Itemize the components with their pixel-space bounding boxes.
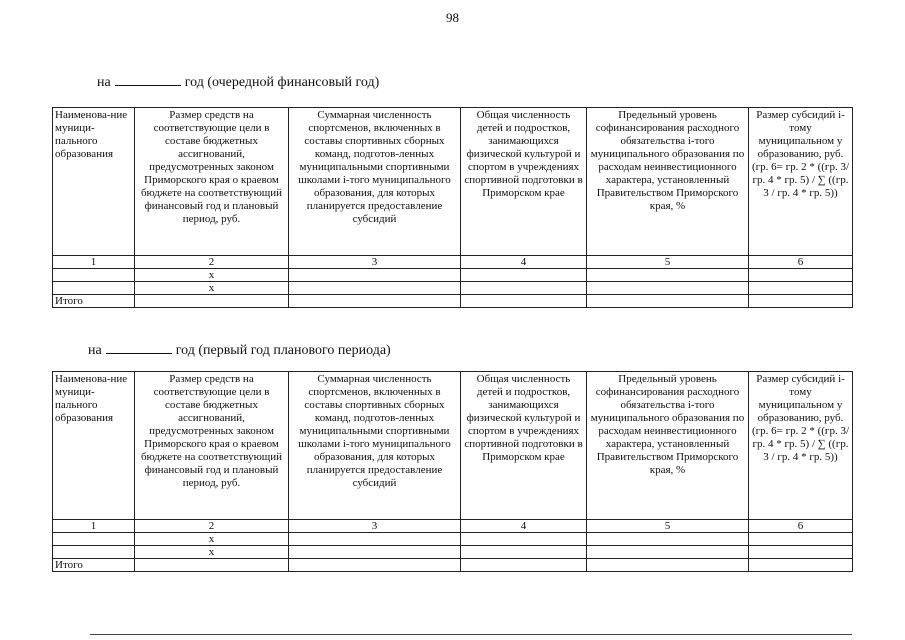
- caption-prefix: на: [97, 75, 111, 90]
- column-number: 6: [749, 520, 853, 533]
- x-mark: x: [135, 533, 289, 546]
- bottom-divider: [90, 634, 852, 635]
- header-athletes: Суммарная численность спортсменов, включенных в составы спортивных сборных команд, подготов-ленных муниципальными спортивными школами i-того муниципального образования, для которых планируется предоставление субсидий: [289, 108, 461, 256]
- column-number: 1: [53, 256, 135, 269]
- total-label: Итого: [53, 295, 135, 308]
- header-athletes: Суммарная численность спортсменов, включенных в составы спортивных сборных команд, подготов-ленных муниципальными спортивными школами i-того муниципального образования, для которых планируется предоставление субсидий: [289, 372, 461, 520]
- column-number: 4: [461, 256, 587, 269]
- total-row: [53, 295, 853, 308]
- year-blank: [115, 73, 181, 86]
- header-municipality: Наименова-ние муници-пального образования: [53, 108, 135, 256]
- table-header-row: [53, 108, 853, 256]
- header-cofinancing-level: Предельный уровень софинансирования расходного обязательства i-того муниципального образования по расходам неинвестиционного характера, установленный Правительством Приморского края, %: [587, 108, 749, 256]
- column-number: 4: [461, 520, 587, 533]
- total-row: [53, 559, 853, 572]
- column-number-row: [53, 256, 853, 269]
- header-subsidy-size: Размер субсидий i-тому муниципальном у образованию, руб. (гр. 6= гр. 2 * ((гр. 3/ гр. 4 * гр. 5) / ∑ ((гр. 3 / гр. 4 * гр. 5)): [749, 108, 853, 256]
- x-mark: x: [135, 546, 289, 559]
- section-caption-1: [97, 73, 379, 91]
- caption-prefix: на: [88, 343, 102, 358]
- page-number: 98: [446, 10, 459, 25]
- header-municipality: Наименова-ние муници-пального образования: [53, 372, 135, 520]
- column-number: 6: [749, 256, 853, 269]
- column-number: 5: [587, 256, 749, 269]
- total-label: Итого: [53, 559, 135, 572]
- caption-suffix: год (очередной финансовый год): [184, 75, 380, 90]
- column-number: 1: [53, 520, 135, 533]
- year-blank: [106, 341, 172, 354]
- table-row: [53, 269, 853, 282]
- column-number: 3: [289, 256, 461, 269]
- table-row: [53, 533, 853, 546]
- header-funds: Размер средств на соответствующие цели в составе бюджетных ассигнований, предусмотренных законом Приморского края о краевом бюджете на соответствующий финансовый год и плановый период, руб.: [135, 372, 289, 520]
- x-mark: x: [135, 269, 289, 282]
- section-caption-2: [88, 341, 391, 359]
- column-number: 5: [587, 520, 749, 533]
- subsidy-table-2: [52, 371, 853, 572]
- column-number: 2: [135, 520, 289, 533]
- caption-suffix: год (первый год планового периода): [175, 343, 391, 358]
- header-subsidy-size: Размер субсидий i-тому муниципальном у образованию, руб. (гр. 6= гр. 2 * ((гр. 3/ гр. 4 * гр. 5) / ∑ ((гр. 3 / гр. 4 * гр. 5)): [749, 372, 853, 520]
- table-header-row: [53, 372, 853, 520]
- column-number: 2: [135, 256, 289, 269]
- table-row: [53, 546, 853, 559]
- header-children: Общая численность детей и подростков, занимающихся физической культурой и спортом в учреждениях спортивной подготовки в Приморском крае: [461, 108, 587, 256]
- header-funds: Размер средств на соответствующие цели в составе бюджетных ассигнований, предусмотренных законом Приморского края о краевом бюджете на соответствующий финансовый год и плановый период, руб.: [135, 108, 289, 256]
- column-number-row: [53, 520, 853, 533]
- column-number: 3: [289, 520, 461, 533]
- x-mark: x: [135, 282, 289, 295]
- subsidy-table-1: [52, 107, 853, 308]
- header-cofinancing-level: Предельный уровень софинансирования расходного обязательства i-того муниципального образования по расходам неинвестиционного характера, установленный Правительством Приморского края, %: [587, 372, 749, 520]
- table-row: [53, 282, 853, 295]
- header-children: Общая численность детей и подростков, занимающихся физической культурой и спортом в учреждениях спортивной подготовки в Приморском крае: [461, 372, 587, 520]
